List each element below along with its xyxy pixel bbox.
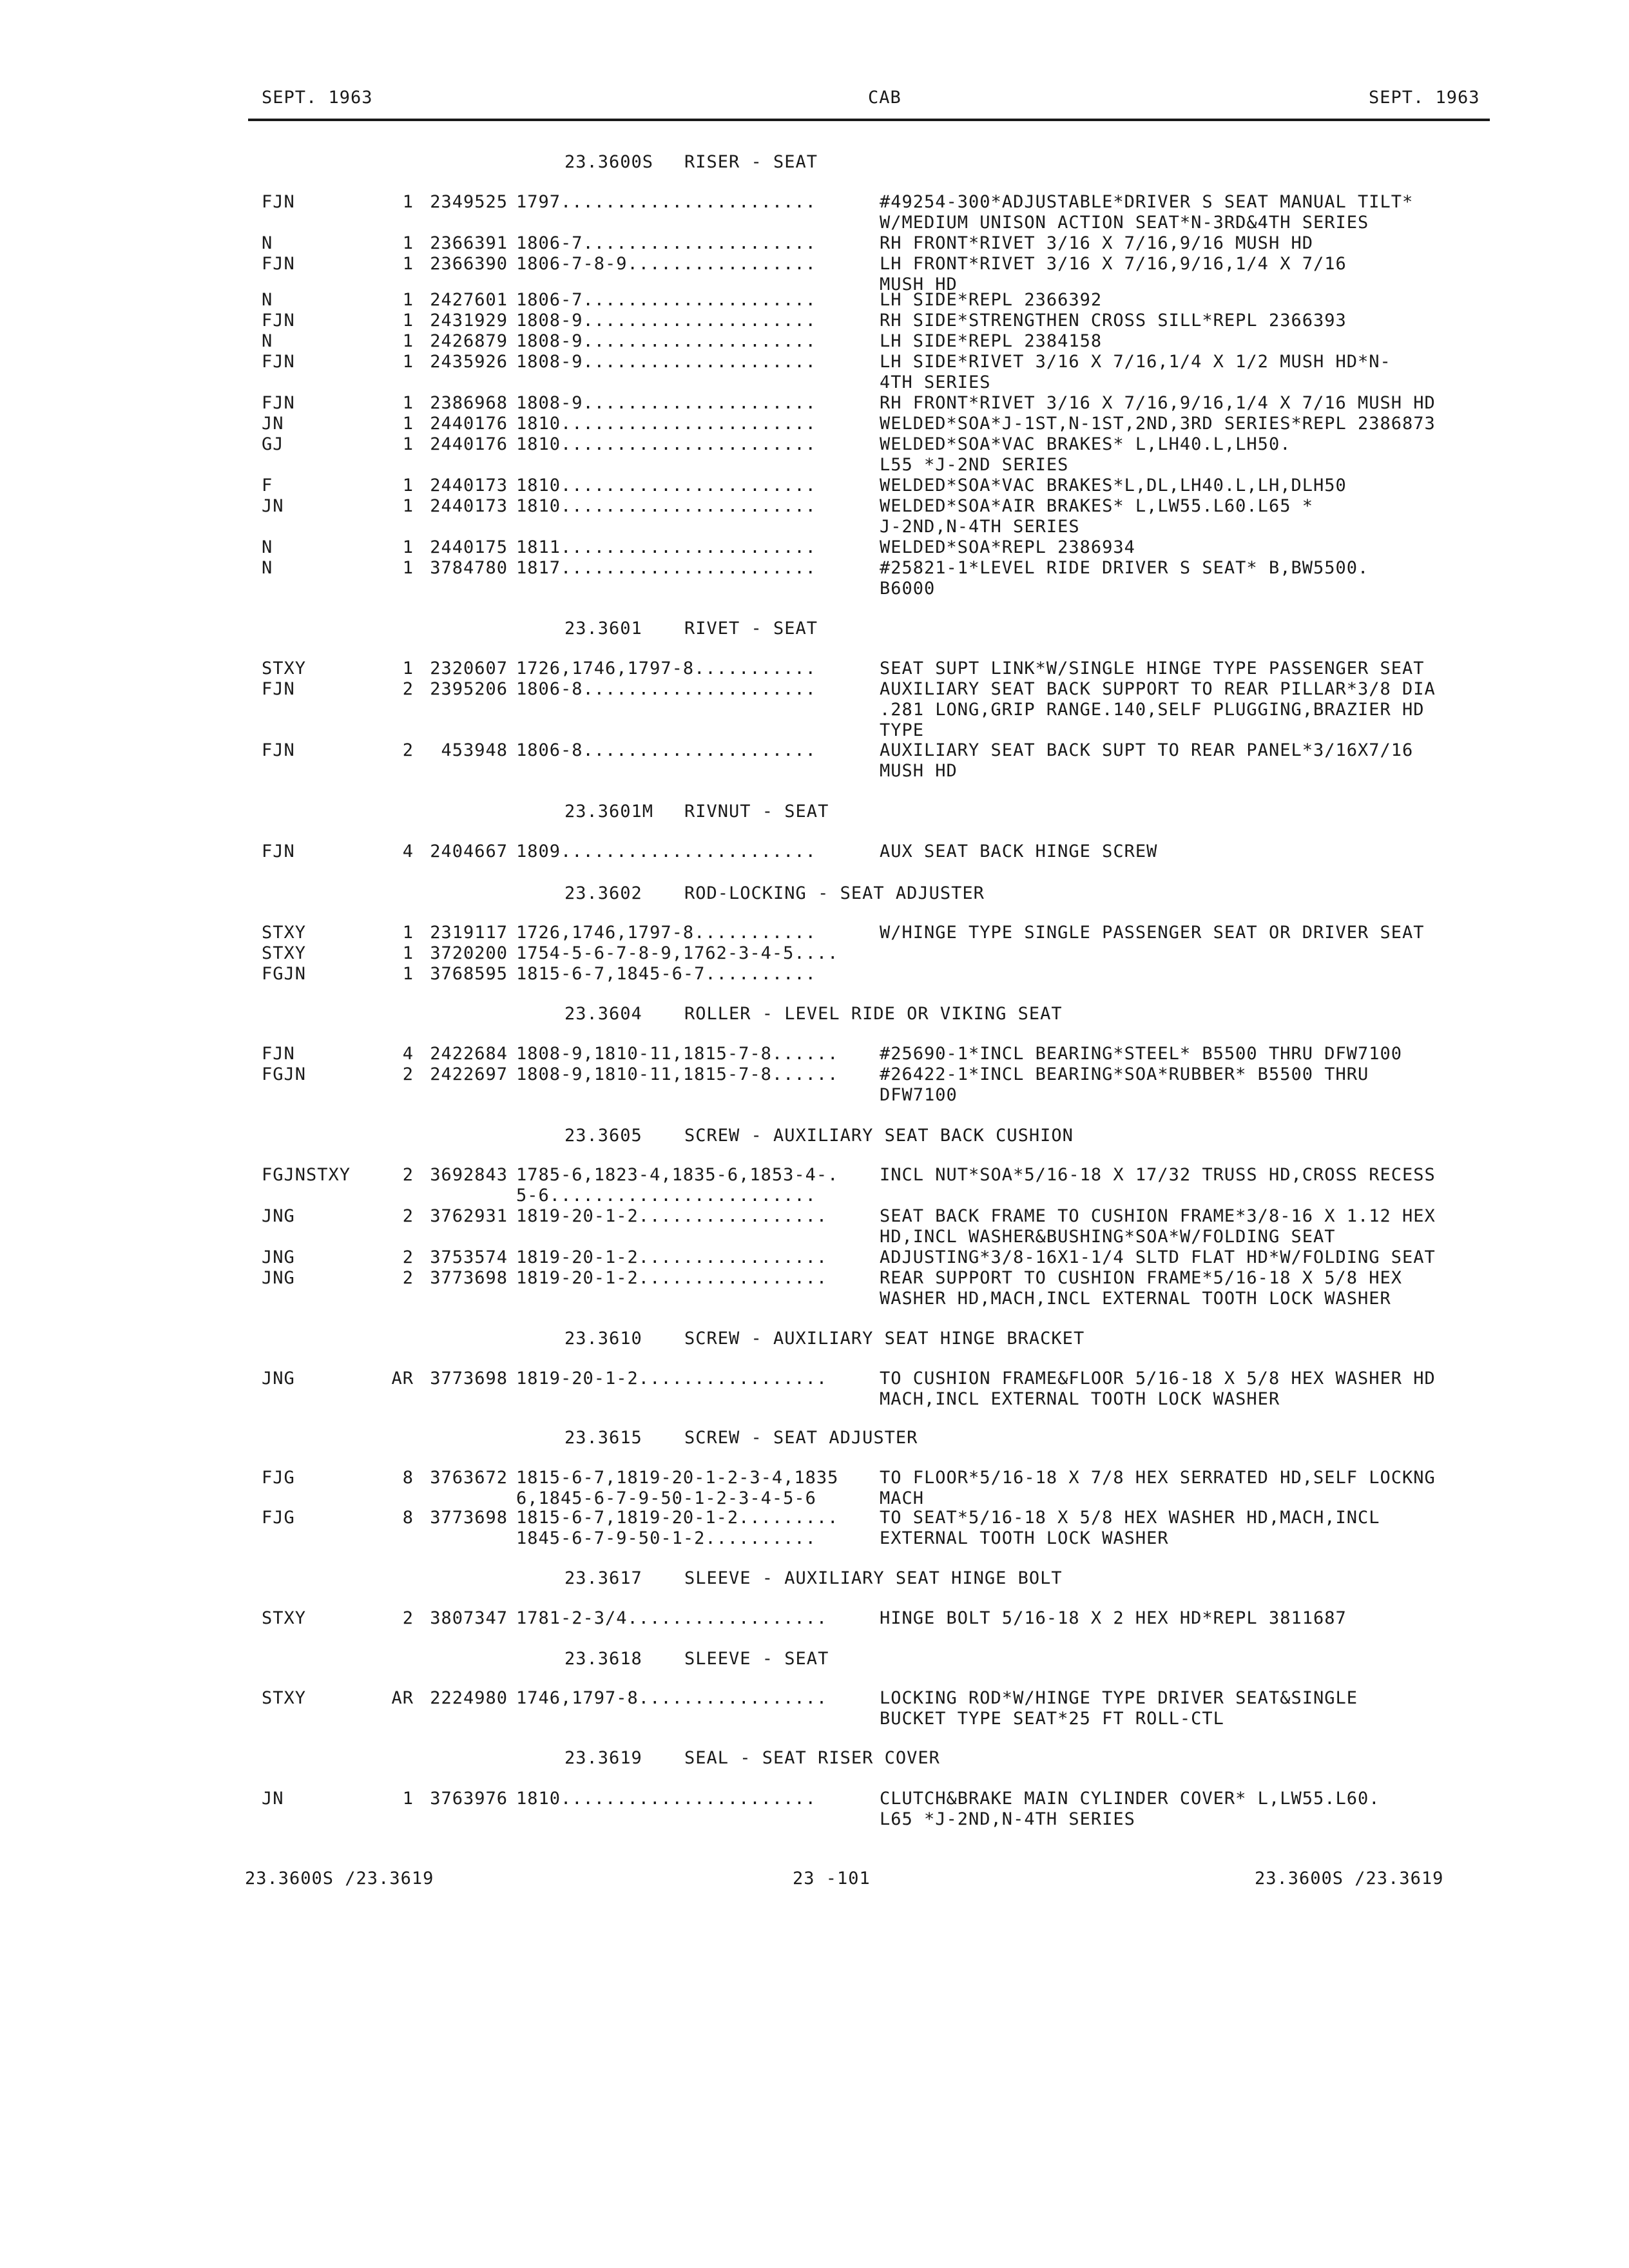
part-description	[880, 923, 1492, 943]
description-line: SEAT SUPT LINK*W/SINGLE HINGE TYPE PASSENGER SEAT	[880, 658, 1425, 678]
applicability-code: N	[262, 537, 273, 557]
model-line: 1781-2-3/4..................	[516, 1608, 828, 1628]
applicability-code: F	[262, 476, 273, 495]
section-number: 23.3601M	[564, 802, 654, 822]
model-line: 1810.......................	[516, 476, 816, 495]
part-number: 2404667	[430, 841, 508, 861]
section-number: 23.3605	[564, 1126, 642, 1146]
model-list	[516, 1508, 877, 1549]
applicability-code: JNG	[262, 1369, 295, 1389]
part-quantity: 1	[402, 393, 414, 413]
part-quantity: AR	[391, 1688, 414, 1708]
model-line: 1815-6-7,1845-6-7..........	[516, 964, 816, 984]
section-title	[564, 1329, 1084, 1349]
part-quantity: 4	[402, 1044, 414, 1064]
model-list	[516, 1165, 877, 1206]
part-number: 2366390	[430, 254, 508, 274]
model-list	[516, 414, 877, 434]
model-line: 1806-7.....................	[516, 290, 816, 310]
description-line: LH SIDE*RIVET 3/16 X 7/16,1/4 X 1/2 MUSH HD*N-	[880, 352, 1391, 372]
part-description	[880, 1369, 1492, 1410]
applicability-code: STXY	[262, 943, 307, 963]
part-number: 2440175	[430, 537, 508, 557]
section-title	[564, 1568, 1063, 1588]
description-line: CLUTCH&BRAKE MAIN CYLINDER COVER* L,LW55.L60.	[880, 1789, 1380, 1809]
description-line: WELDED*SOA*VAC BRAKES* L,LH40.L,LH50.	[880, 434, 1291, 454]
description-line: ADJUSTING*3/8-16X1-1/4 SLTD FLAT HD*W/FOLDING SEAT	[880, 1247, 1436, 1267]
model-list	[516, 740, 877, 761]
description-line: RH FRONT*RIVET 3/16 X 7/16,9/16,1/4 X 7/16 MUSH HD	[880, 393, 1436, 413]
part-number: 2440176	[430, 434, 508, 454]
description-line: LH SIDE*REPL 2384158	[880, 331, 1103, 351]
description-line: LH SIDE*REPL 2366392	[880, 290, 1103, 310]
applicability-code: FJN	[262, 679, 295, 699]
part-number: 3762931	[430, 1206, 508, 1226]
section-title	[564, 802, 829, 822]
description-line: B6000	[880, 579, 936, 599]
section-title	[564, 1126, 1074, 1146]
part-number: 3807347	[430, 1608, 508, 1628]
part-number: 3773698	[430, 1508, 508, 1528]
applicability-code: FJN	[262, 352, 295, 372]
part-description	[880, 496, 1492, 537]
model-list	[516, 1688, 877, 1709]
description-line: RH SIDE*STRENGTHEN CROSS SILL*REPL 2366393	[880, 311, 1347, 331]
applicability-code: N	[262, 290, 273, 310]
part-number: 2440173	[430, 476, 508, 495]
description-line: HD,INCL WASHER&BUSHING*SOA*W/FOLDING SEAT	[880, 1227, 1336, 1247]
part-quantity: 1	[402, 537, 414, 557]
model-line: 1797.......................	[516, 192, 816, 212]
model-line: 1810.......................	[516, 434, 816, 454]
part-number: 3763976	[430, 1789, 508, 1809]
part-number: 3768595	[430, 964, 508, 984]
applicability-code: STXY	[262, 1608, 307, 1628]
description-line: BUCKET TYPE SEAT*25 FT ROLL-CTL	[880, 1709, 1224, 1729]
model-line: 5-6........................	[516, 1186, 816, 1206]
part-description	[880, 1044, 1492, 1064]
part-quantity: 2	[402, 1268, 414, 1288]
part-description	[880, 740, 1492, 782]
section-name: SCREW - SEAT ADJUSTER	[684, 1428, 918, 1448]
part-description	[880, 537, 1492, 558]
model-list	[516, 923, 877, 943]
section-title	[564, 1649, 829, 1669]
part-description	[880, 233, 1492, 254]
description-line: L55 *J-2ND SERIES	[880, 455, 1069, 475]
applicability-code: N	[262, 233, 273, 253]
model-list	[516, 558, 877, 579]
part-number: 2427601	[430, 290, 508, 310]
part-number: 2422684	[430, 1044, 508, 1064]
section-title	[564, 1428, 918, 1448]
section-title	[564, 152, 818, 172]
part-description	[880, 476, 1492, 496]
section-name: RIVET - SEAT	[684, 619, 818, 639]
part-quantity: 1	[402, 964, 414, 984]
section-number: 23.3604	[564, 1004, 642, 1024]
model-line: 1808-9.....................	[516, 311, 816, 331]
part-description	[880, 1688, 1492, 1729]
model-list	[516, 1468, 877, 1509]
section-name: SLEEVE - SEAT	[684, 1649, 829, 1669]
model-list	[516, 964, 877, 985]
section-title	[564, 1748, 940, 1768]
section-name: RIVNUT - SEAT	[684, 802, 829, 822]
description-line: AUXILIARY SEAT BACK SUPT TO REAR PANEL*3/16X7/16	[880, 740, 1414, 760]
applicability-code: FJN	[262, 254, 295, 274]
applicability-code: FJN	[262, 841, 295, 861]
model-list	[516, 1608, 877, 1629]
section-number: 23.3618	[564, 1649, 642, 1669]
section-name: SLEEVE - AUXILIARY SEAT HINGE BOLT	[684, 1568, 1063, 1588]
description-line: RH FRONT*RIVET 3/16 X 7/16,9/16 MUSH HD	[880, 233, 1313, 253]
description-line: #49254-300*ADJUSTABLE*DRIVER S SEAT MANUAL TILT*	[880, 192, 1414, 212]
section-number: 23.3615	[564, 1428, 642, 1448]
part-quantity: 2	[402, 1165, 414, 1185]
part-number: 3773698	[430, 1268, 508, 1288]
part-quantity: 1	[402, 414, 414, 434]
model-line: 1808-9,1810-11,1815-7-8......	[516, 1044, 839, 1064]
part-number: 453948	[441, 740, 508, 760]
part-description	[880, 434, 1492, 476]
description-line: INCL NUT*SOA*5/16-18 X 17/32 TRUSS HD,CROSS RECESS	[880, 1165, 1436, 1185]
model-line: 1819-20-1-2.................	[516, 1206, 828, 1226]
part-quantity: 1	[402, 558, 414, 578]
applicability-code: JNG	[262, 1206, 295, 1226]
applicability-code: FJN	[262, 393, 295, 413]
part-quantity: 8	[402, 1468, 414, 1488]
applicability-code: STXY	[262, 923, 307, 943]
model-list	[516, 233, 877, 254]
applicability-code: JN	[262, 1789, 284, 1809]
section-name: ROD-LOCKING - SEAT ADJUSTER	[684, 883, 985, 903]
part-description	[880, 1508, 1492, 1549]
part-quantity: 2	[402, 679, 414, 699]
model-list	[516, 658, 877, 679]
part-description	[880, 1247, 1492, 1268]
description-line: WASHER HD,MACH,INCL EXTERNAL TOOTH LOCK WASHER	[880, 1289, 1391, 1309]
model-line: 1815-6-7,1819-20-1-2-3-4,1835	[516, 1468, 839, 1488]
applicability-code: FJN	[262, 740, 295, 760]
section-number: 23.3602	[564, 883, 642, 903]
applicability-code: FGJN	[262, 1064, 307, 1084]
applicability-code: N	[262, 558, 273, 578]
description-line: WELDED*SOA*J-1ST,N-1ST,2ND,3RD SERIES*REPL 2386873	[880, 414, 1436, 434]
model-list	[516, 1789, 877, 1809]
section-title	[564, 1004, 1063, 1024]
page-footer	[0, 1856, 1629, 1894]
model-list	[516, 192, 877, 213]
part-description	[880, 841, 1492, 862]
section-title	[564, 883, 985, 903]
footer-range-left: 23.3600S /23.3619	[245, 1869, 434, 1888]
model-line: 1817.......................	[516, 558, 816, 578]
applicability-code: N	[262, 331, 273, 351]
model-line: 1808-9,1810-11,1815-7-8......	[516, 1064, 839, 1084]
model-line: 1806-8.....................	[516, 740, 816, 760]
header-date-right: SEPT. 1963	[1369, 88, 1480, 108]
model-list	[516, 290, 877, 311]
part-number: 3763672	[430, 1468, 508, 1488]
applicability-code: FGJNSTXY	[262, 1165, 351, 1185]
description-line: TO FLOOR*5/16-18 X 7/8 HEX SERRATED HD,SELF LOCKNG	[880, 1468, 1436, 1488]
description-line: L65 *J-2ND,N-4TH SERIES	[880, 1809, 1135, 1829]
model-list	[516, 679, 877, 700]
section-number: 23.3619	[564, 1748, 642, 1768]
description-line: WELDED*SOA*REPL 2386934	[880, 537, 1135, 557]
model-line: 1726,1746,1797-8...........	[516, 658, 816, 678]
description-line: SEAT BACK FRAME TO CUSHION FRAME*3/8-16 X 1.12 HEX	[880, 1206, 1436, 1226]
description-line: MUSH HD	[880, 761, 958, 781]
description-line: LOCKING ROD*W/HINGE TYPE DRIVER SEAT&SINGLE	[880, 1688, 1358, 1708]
model-list	[516, 1268, 877, 1289]
part-number: 3753574	[430, 1247, 508, 1267]
description-line: W/MEDIUM UNISON ACTION SEAT*N-3RD&4TH SERIES	[880, 213, 1369, 233]
applicability-code: FJG	[262, 1468, 295, 1488]
part-description	[880, 558, 1492, 599]
header-date-left: SEPT. 1963	[262, 88, 373, 108]
part-description	[880, 1789, 1492, 1830]
applicability-code: FJN	[262, 1044, 295, 1064]
description-line: WELDED*SOA*AIR BRAKES* L,LW55.L60.L65 *	[880, 496, 1313, 516]
part-number: 3692843	[430, 1165, 508, 1185]
applicability-code: FJN	[262, 311, 295, 331]
part-quantity: 2	[402, 1247, 414, 1267]
description-line: AUXILIARY SEAT BACK SUPPORT TO REAR PILLAR*3/8 DIA	[880, 679, 1436, 699]
model-line: 6,1845-6-7-9-50-1-2-3-4-5-6	[516, 1488, 816, 1508]
model-line: 1806-7.....................	[516, 233, 816, 253]
description-line: DFW7100	[880, 1085, 958, 1105]
part-quantity: 8	[402, 1508, 414, 1528]
model-line: 1754-5-6-7-8-9,1762-3-4-5....	[516, 943, 839, 963]
part-quantity: 1	[402, 1789, 414, 1809]
model-line: 1808-9.....................	[516, 352, 816, 372]
applicability-code: STXY	[262, 1688, 307, 1708]
section-name: RISER - SEAT	[684, 152, 818, 172]
section-number: 23.3617	[564, 1568, 642, 1588]
model-line: 1746,1797-8.................	[516, 1688, 828, 1708]
part-description	[880, 254, 1492, 295]
applicability-code: GJ	[262, 434, 284, 454]
part-quantity: 1	[402, 434, 414, 454]
model-list	[516, 496, 877, 517]
part-number: 3784780	[430, 558, 508, 578]
description-line: J-2ND,N-4TH SERIES	[880, 517, 1080, 537]
model-list	[516, 393, 877, 414]
section-name: ROLLER - LEVEL RIDE OR VIKING SEAT	[684, 1004, 1063, 1024]
description-line: WELDED*SOA*VAC BRAKES*L,DL,LH40.L,LH,DLH50	[880, 476, 1347, 495]
part-quantity: 1	[402, 476, 414, 495]
model-list	[516, 1064, 877, 1085]
part-description	[880, 1206, 1492, 1247]
part-quantity: 1	[402, 943, 414, 963]
description-line: HINGE BOLT 5/16-18 X 2 HEX HD*REPL 3811687	[880, 1608, 1347, 1628]
model-list	[516, 1044, 877, 1064]
part-quantity: 1	[402, 254, 414, 274]
header-section-title: CAB	[868, 88, 901, 108]
section-title	[564, 619, 818, 639]
model-line: 1815-6-7,1819-20-1-2.........	[516, 1508, 839, 1528]
section-number: 23.3610	[564, 1329, 642, 1349]
section-name: SEAL - SEAT RISER COVER	[684, 1748, 940, 1768]
part-quantity: 2	[402, 1064, 414, 1084]
model-line: 1819-20-1-2.................	[516, 1268, 828, 1288]
model-list	[516, 841, 877, 862]
section-number: 23.3601	[564, 619, 642, 639]
part-description	[880, 1165, 1492, 1186]
part-description	[880, 1064, 1492, 1106]
footer-range-right: 23.3600S /23.3619	[1255, 1869, 1444, 1888]
part-quantity: 1	[402, 331, 414, 351]
model-line: 1811.......................	[516, 537, 816, 557]
model-list	[516, 943, 877, 964]
applicability-code: FJG	[262, 1508, 295, 1528]
footer-page-number: 23 -101	[793, 1869, 871, 1888]
part-number: 3773698	[430, 1369, 508, 1389]
model-line: 1810.......................	[516, 1789, 816, 1809]
part-number: 2440173	[430, 496, 508, 516]
part-quantity: 1	[402, 311, 414, 331]
part-number: 2422697	[430, 1064, 508, 1084]
model-line: 1808-9.....................	[516, 393, 816, 413]
description-line: EXTERNAL TOOTH LOCK WASHER	[880, 1528, 1169, 1548]
part-number: 2320607	[430, 658, 508, 678]
part-description	[880, 414, 1492, 434]
part-description	[880, 679, 1492, 741]
part-description	[880, 1468, 1492, 1509]
model-list	[516, 1206, 877, 1227]
part-number: 2386968	[430, 393, 508, 413]
part-quantity: 2	[402, 1206, 414, 1226]
part-number: 2366391	[430, 233, 508, 253]
part-quantity: 1	[402, 352, 414, 372]
description-line: MUSH HD	[880, 274, 958, 294]
applicability-code: STXY	[262, 658, 307, 678]
description-line: TYPE	[880, 720, 925, 740]
description-line: W/HINGE TYPE SINGLE PASSENGER SEAT OR DRIVER SEAT	[880, 923, 1425, 943]
part-quantity: 1	[402, 233, 414, 253]
model-line: 1819-20-1-2.................	[516, 1369, 828, 1389]
description-line: AUX SEAT BACK HINGE SCREW	[880, 841, 1158, 861]
part-description	[880, 658, 1492, 679]
description-line: #26422-1*INCL BEARING*SOA*RUBBER* B5500 THRU	[880, 1064, 1369, 1084]
part-description	[880, 393, 1492, 414]
description-line: #25690-1*INCL BEARING*STEEL* B5500 THRU DFW7100	[880, 1044, 1403, 1064]
description-line: #25821-1*LEVEL RIDE DRIVER S SEAT* B,BW5500.	[880, 558, 1369, 578]
applicability-code: JN	[262, 414, 284, 434]
applicability-code: JN	[262, 496, 284, 516]
section-number: 23.3600S	[564, 152, 654, 172]
part-number: 2426879	[430, 331, 508, 351]
model-line: 1806-7-8-9.................	[516, 254, 816, 274]
part-quantity: 1	[402, 658, 414, 678]
model-list	[516, 311, 877, 331]
section-name: SCREW - AUXILIARY SEAT BACK CUSHION	[684, 1126, 1074, 1146]
part-description	[880, 331, 1492, 352]
part-number: 2319117	[430, 923, 508, 943]
part-number: 2224980	[430, 1688, 508, 1708]
applicability-code: JNG	[262, 1247, 295, 1267]
model-line: 1808-9.....................	[516, 331, 816, 351]
model-list	[516, 537, 877, 558]
model-list	[516, 1247, 877, 1268]
model-list	[516, 434, 877, 455]
part-description	[880, 1608, 1492, 1629]
model-line: 1785-6,1823-4,1835-6,1853-4-.	[516, 1165, 839, 1185]
description-line: REAR SUPPORT TO CUSHION FRAME*5/16-18 X 5/8 HEX	[880, 1268, 1403, 1288]
part-number: 2349525	[430, 192, 508, 212]
model-line: 1819-20-1-2.................	[516, 1247, 828, 1267]
part-number: 3720200	[430, 943, 508, 963]
description-line: LH FRONT*RIVET 3/16 X 7/16,9/16,1/4 X 7/16	[880, 254, 1347, 274]
part-description	[880, 192, 1492, 233]
model-line: 1810.......................	[516, 414, 816, 434]
model-list	[516, 254, 877, 274]
model-line: 1845-6-7-9-50-1-2..........	[516, 1528, 816, 1548]
model-list	[516, 476, 877, 496]
model-line: 1809.......................	[516, 841, 816, 861]
part-number: 2440176	[430, 414, 508, 434]
part-description	[880, 290, 1492, 311]
part-quantity: 1	[402, 923, 414, 943]
description-line: MACH,INCL EXTERNAL TOOTH LOCK WASHER	[880, 1389, 1280, 1409]
part-quantity: 2	[402, 740, 414, 760]
model-list	[516, 1369, 877, 1389]
applicability-code: JNG	[262, 1268, 295, 1288]
model-list	[516, 331, 877, 352]
description-line: MACH	[880, 1488, 925, 1508]
part-quantity: AR	[391, 1369, 414, 1389]
applicability-code: FJN	[262, 192, 295, 212]
part-number: 2395206	[430, 679, 508, 699]
part-description	[880, 1268, 1492, 1309]
part-quantity: 1	[402, 192, 414, 212]
model-line: 1810.......................	[516, 496, 816, 516]
part-quantity: 1	[402, 496, 414, 516]
part-number: 2431929	[430, 311, 508, 331]
applicability-code: FGJN	[262, 964, 307, 984]
model-line: 1806-8.....................	[516, 679, 816, 699]
description-line: .281 LONG,GRIP RANGE.140,SELF PLUGGING,BRAZIER HD	[880, 700, 1425, 720]
part-description	[880, 311, 1492, 331]
description-line: TO SEAT*5/16-18 X 5/8 HEX WASHER HD,MACH,INCL	[880, 1508, 1380, 1528]
model-line: 1726,1746,1797-8...........	[516, 923, 816, 943]
part-quantity: 2	[402, 1608, 414, 1628]
part-number: 2435926	[430, 352, 508, 372]
part-quantity: 1	[402, 290, 414, 310]
section-name: SCREW - AUXILIARY SEAT HINGE BRACKET	[684, 1329, 1085, 1349]
part-quantity: 4	[402, 841, 414, 861]
description-line: TO CUSHION FRAME&FLOOR 5/16-18 X 5/8 HEX WASHER HD	[880, 1369, 1436, 1389]
model-list	[516, 352, 877, 372]
description-line: 4TH SERIES	[880, 372, 991, 392]
part-description	[880, 352, 1492, 393]
